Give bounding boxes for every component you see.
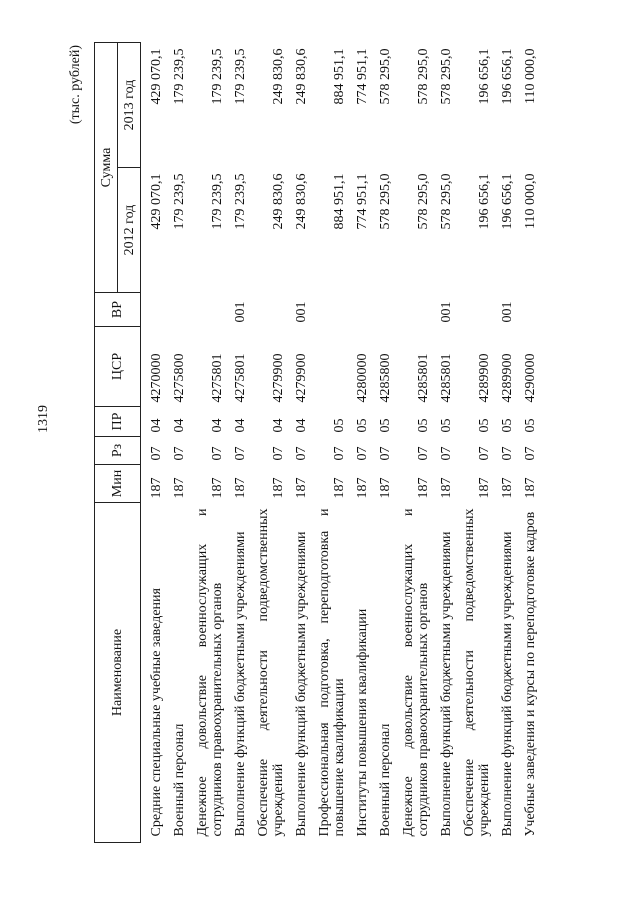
row-vr: 001 (233, 301, 248, 323)
table-row (370, 43, 393, 843)
row-name: Денежное довольствие военнослужащих и сотрудников правоохранительных органов (401, 508, 431, 837)
row-rz: 07 (172, 446, 187, 461)
row-min: 187 (271, 477, 286, 499)
row-csr: 4285801 (439, 353, 454, 403)
rotated-page-content (68, 43, 549, 843)
row-name: Выполнение функций бюджетными учреждениями (294, 531, 309, 837)
row-name: Учебные заведения и курсы по переподготовке кадров (523, 511, 538, 837)
row-name: Денежное довольствие военнослужащих и сотрудников правоохранительных органов (195, 508, 225, 837)
row-pr: 04 (294, 418, 309, 433)
row-sum-2012: 249 830,6 (294, 173, 309, 230)
table-row (248, 43, 286, 843)
row-name: Выполнение функций бюджетными учреждениями (439, 531, 454, 837)
row-min: 187 (149, 477, 164, 499)
row-csr: 4275800 (172, 353, 187, 403)
row-vr (141, 293, 165, 327)
row-pr: 05 (355, 418, 370, 433)
row-min: 187 (294, 477, 309, 499)
header-year-2013: 2013 год (118, 43, 141, 168)
row-csr: 4275801 (233, 353, 248, 403)
table-row (141, 43, 165, 843)
row-rz: 07 (477, 446, 492, 461)
row-min: 187 (172, 477, 187, 499)
row-pr: 04 (172, 418, 187, 433)
row-vr (370, 293, 393, 327)
row-sum-2013: 110 000,0 (523, 48, 538, 104)
row-vr (347, 293, 370, 327)
row-min: 187 (439, 477, 454, 499)
row-sum-2012: 179 239,5 (172, 173, 187, 230)
table-header (95, 43, 141, 843)
row-min: 187 (500, 477, 515, 499)
row-csr: 4279900 (271, 353, 286, 403)
table-row (225, 43, 248, 843)
header-name: Наименование (95, 503, 141, 843)
row-name: Профессиональная подготовка, переподготовка и повышение квалификации (317, 508, 347, 837)
row-rz: 07 (416, 446, 431, 461)
table-row (187, 43, 225, 843)
row-min: 187 (355, 477, 370, 499)
row-sum-2013: 196 656,1 (500, 48, 515, 105)
row-csr: 4285800 (378, 353, 393, 403)
row-vr (454, 293, 492, 327)
row-csr: 4290000 (523, 353, 538, 403)
row-sum-2013: 179 239,5 (210, 48, 225, 105)
row-rz: 07 (378, 446, 393, 461)
row-rz: 07 (149, 446, 164, 461)
row-rz: 07 (355, 446, 370, 461)
row-sum-2013: 578 295,0 (439, 48, 454, 105)
row-min: 187 (378, 477, 393, 499)
row-sum-2013: 578 295,0 (378, 48, 393, 105)
row-name: Институты повышения квалификации (355, 608, 370, 837)
budget-table (94, 42, 538, 843)
row-sum-2012: 774 951,1 (355, 173, 370, 230)
row-sum-2012: 578 295,0 (416, 173, 431, 230)
row-sum-2012: 196 656,1 (477, 173, 492, 230)
row-sum-2013: 249 830,6 (271, 48, 286, 105)
row-rz: 07 (439, 446, 454, 461)
row-sum-2012: 249 830,6 (271, 173, 286, 230)
row-rz: 07 (294, 446, 309, 461)
row-sum-2013: 249 830,6 (294, 48, 309, 105)
row-rz: 07 (210, 446, 225, 461)
row-min: 187 (523, 477, 538, 499)
row-pr: 05 (416, 418, 431, 433)
row-csr: 4275801 (210, 353, 225, 403)
row-csr: 4279900 (294, 353, 309, 403)
row-sum-2013: 429 070,1 (149, 48, 164, 105)
table-row (454, 43, 492, 843)
row-vr (309, 293, 347, 327)
row-min: 187 (416, 477, 431, 499)
row-rz: 07 (523, 446, 538, 461)
row-rz: 07 (271, 446, 286, 461)
row-min: 187 (233, 477, 248, 499)
table-row (393, 43, 431, 843)
row-csr: 4289900 (477, 353, 492, 403)
row-sum-2013: 179 239,5 (233, 48, 248, 105)
row-name: Военный персонал (172, 723, 187, 837)
row-min: 187 (332, 477, 347, 499)
row-sum-2012: 196 656,1 (500, 173, 515, 230)
row-csr (309, 327, 347, 407)
row-vr: 001 (500, 301, 515, 323)
row-pr: 05 (439, 418, 454, 433)
row-rz: 07 (500, 446, 515, 461)
header-min: Мин (95, 465, 141, 503)
row-sum-2013: 884 951,1 (332, 48, 347, 105)
row-pr: 04 (210, 418, 225, 433)
table-row (286, 43, 309, 843)
table-row (309, 43, 347, 843)
header-csr: ЦСР (95, 327, 141, 407)
row-min: 187 (210, 477, 225, 499)
row-sum-2013: 578 295,0 (416, 48, 431, 105)
table-row (492, 43, 515, 843)
row-pr: 05 (523, 418, 538, 433)
row-sum-2012: 179 239,5 (233, 173, 248, 230)
row-rz: 07 (233, 446, 248, 461)
row-csr: 4270000 (149, 353, 164, 403)
table-row (347, 43, 370, 843)
row-pr: 05 (500, 418, 515, 433)
header-sum: Сумма (95, 43, 118, 293)
row-vr (187, 293, 225, 327)
row-sum-2012: 578 295,0 (378, 173, 393, 230)
page-number: 1319 (36, 405, 51, 433)
table-row (515, 43, 538, 843)
unit-label: (тыс. рублей) (68, 45, 83, 125)
row-csr: 4285801 (416, 353, 431, 403)
row-rz: 07 (332, 446, 347, 461)
header-vr: ВР (95, 293, 141, 327)
row-vr (248, 293, 286, 327)
row-sum-2012: 578 295,0 (439, 173, 454, 230)
row-name: Военный персонал (378, 723, 393, 837)
header-year-2012: 2012 год (118, 168, 141, 293)
row-sum-2013: 774 951,1 (355, 48, 370, 105)
row-vr: 001 (439, 301, 454, 323)
row-pr: 05 (332, 418, 347, 433)
row-name: Обеспечение деятельности подведомственных учреждений (462, 508, 492, 837)
row-sum-2012: 179 239,5 (210, 173, 225, 230)
row-csr: 4280000 (355, 353, 370, 403)
row-pr: 05 (477, 418, 492, 433)
header-pr: ПР (95, 407, 141, 437)
table-row (164, 43, 187, 843)
row-vr (515, 293, 538, 327)
row-sum-2013: 179 239,5 (172, 48, 187, 105)
row-sum-2012: 110 000,0 (523, 173, 538, 229)
row-csr: 4289900 (500, 353, 515, 403)
row-vr: 001 (294, 301, 309, 323)
row-pr: 05 (378, 418, 393, 433)
row-name: Выполнение функций бюджетными учреждениями (233, 531, 248, 837)
row-pr: 04 (149, 418, 164, 433)
row-sum-2012: 429 070,1 (149, 173, 164, 230)
row-name: Выполнение функций бюджетными учреждениями (500, 531, 515, 837)
row-pr: 04 (233, 418, 248, 433)
row-pr: 04 (271, 418, 286, 433)
row-vr (164, 293, 187, 327)
row-sum-2013: 196 656,1 (477, 48, 492, 105)
row-min: 187 (477, 477, 492, 499)
table-row (431, 43, 454, 843)
row-sum-2012: 884 951,1 (332, 173, 347, 230)
row-name: Обеспечение деятельности подведомственных учреждений (256, 508, 286, 837)
header-rz: Рз (95, 437, 141, 465)
row-vr (393, 293, 431, 327)
row-name: Средние специальные учебные заведения (149, 588, 164, 837)
